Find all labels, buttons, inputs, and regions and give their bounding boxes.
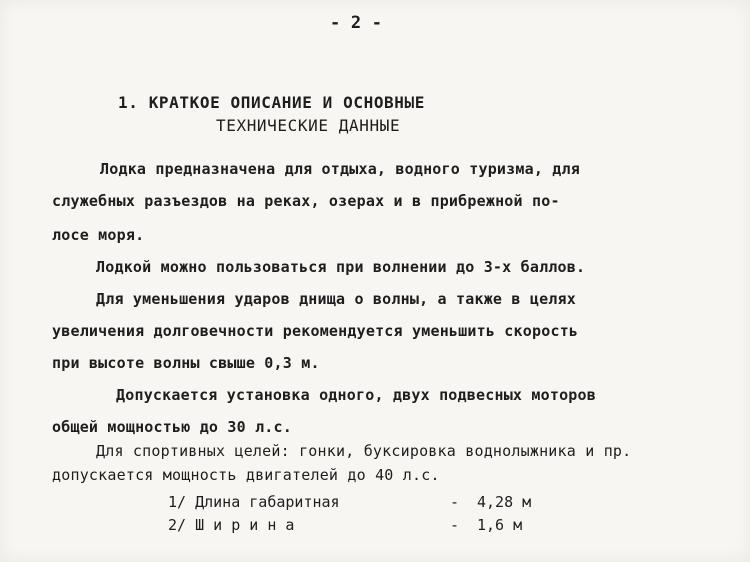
spec-value: 1,6 м <box>477 516 523 534</box>
paragraph-1-line-2: служебных разъездов на реках, озерах и в прибрежной по- <box>52 192 560 210</box>
paragraph-4-line-2: общей мощностью до 30 л.с. <box>52 418 292 436</box>
page-number: - 2 - <box>330 13 383 33</box>
paragraph-1-line-3: лосе моря. <box>52 226 145 244</box>
paragraph-5-line-2: допускается мощность двигателей до 40 л.с. <box>52 466 440 484</box>
paragraph-3-line-3: при высоте волны свыше 0,3 м. <box>52 354 320 372</box>
spec-value: 4,28 м <box>477 493 532 511</box>
paragraph-4-line-1: Допускается установка одного, двух подвесных моторов <box>116 386 596 404</box>
spec-dash: - <box>450 493 460 511</box>
section-heading-line-2: ТЕХНИЧЕСКИЕ ДАННЫЕ <box>216 116 401 135</box>
paragraph-5-line-1: Для спортивных целей: гонки, буксировка воднолыжника и пр. <box>96 442 632 460</box>
paragraph-3-line-1: Для уменьшения ударов днища о волны, а также в целях <box>96 290 576 308</box>
paragraph-3-line-2: увеличения долговечности рекомендуется уменьшить скорость <box>52 322 579 340</box>
spec-label: 1/ Длина габаритная <box>168 493 340 511</box>
spec-dash: - <box>450 516 460 534</box>
section-heading-line-1: 1. КРАТКОЕ ОПИСАНИЕ И ОСНОВНЫЕ <box>118 93 425 112</box>
paragraph-2-line-1: Лодкой можно пользоваться при волнении до 3-х баллов. <box>96 258 586 276</box>
spec-label: 2/ Ш и р и н а <box>168 516 295 534</box>
paragraph-1-line-1: Лодка предназначена для отдыха, водного туризма, для <box>100 160 580 178</box>
